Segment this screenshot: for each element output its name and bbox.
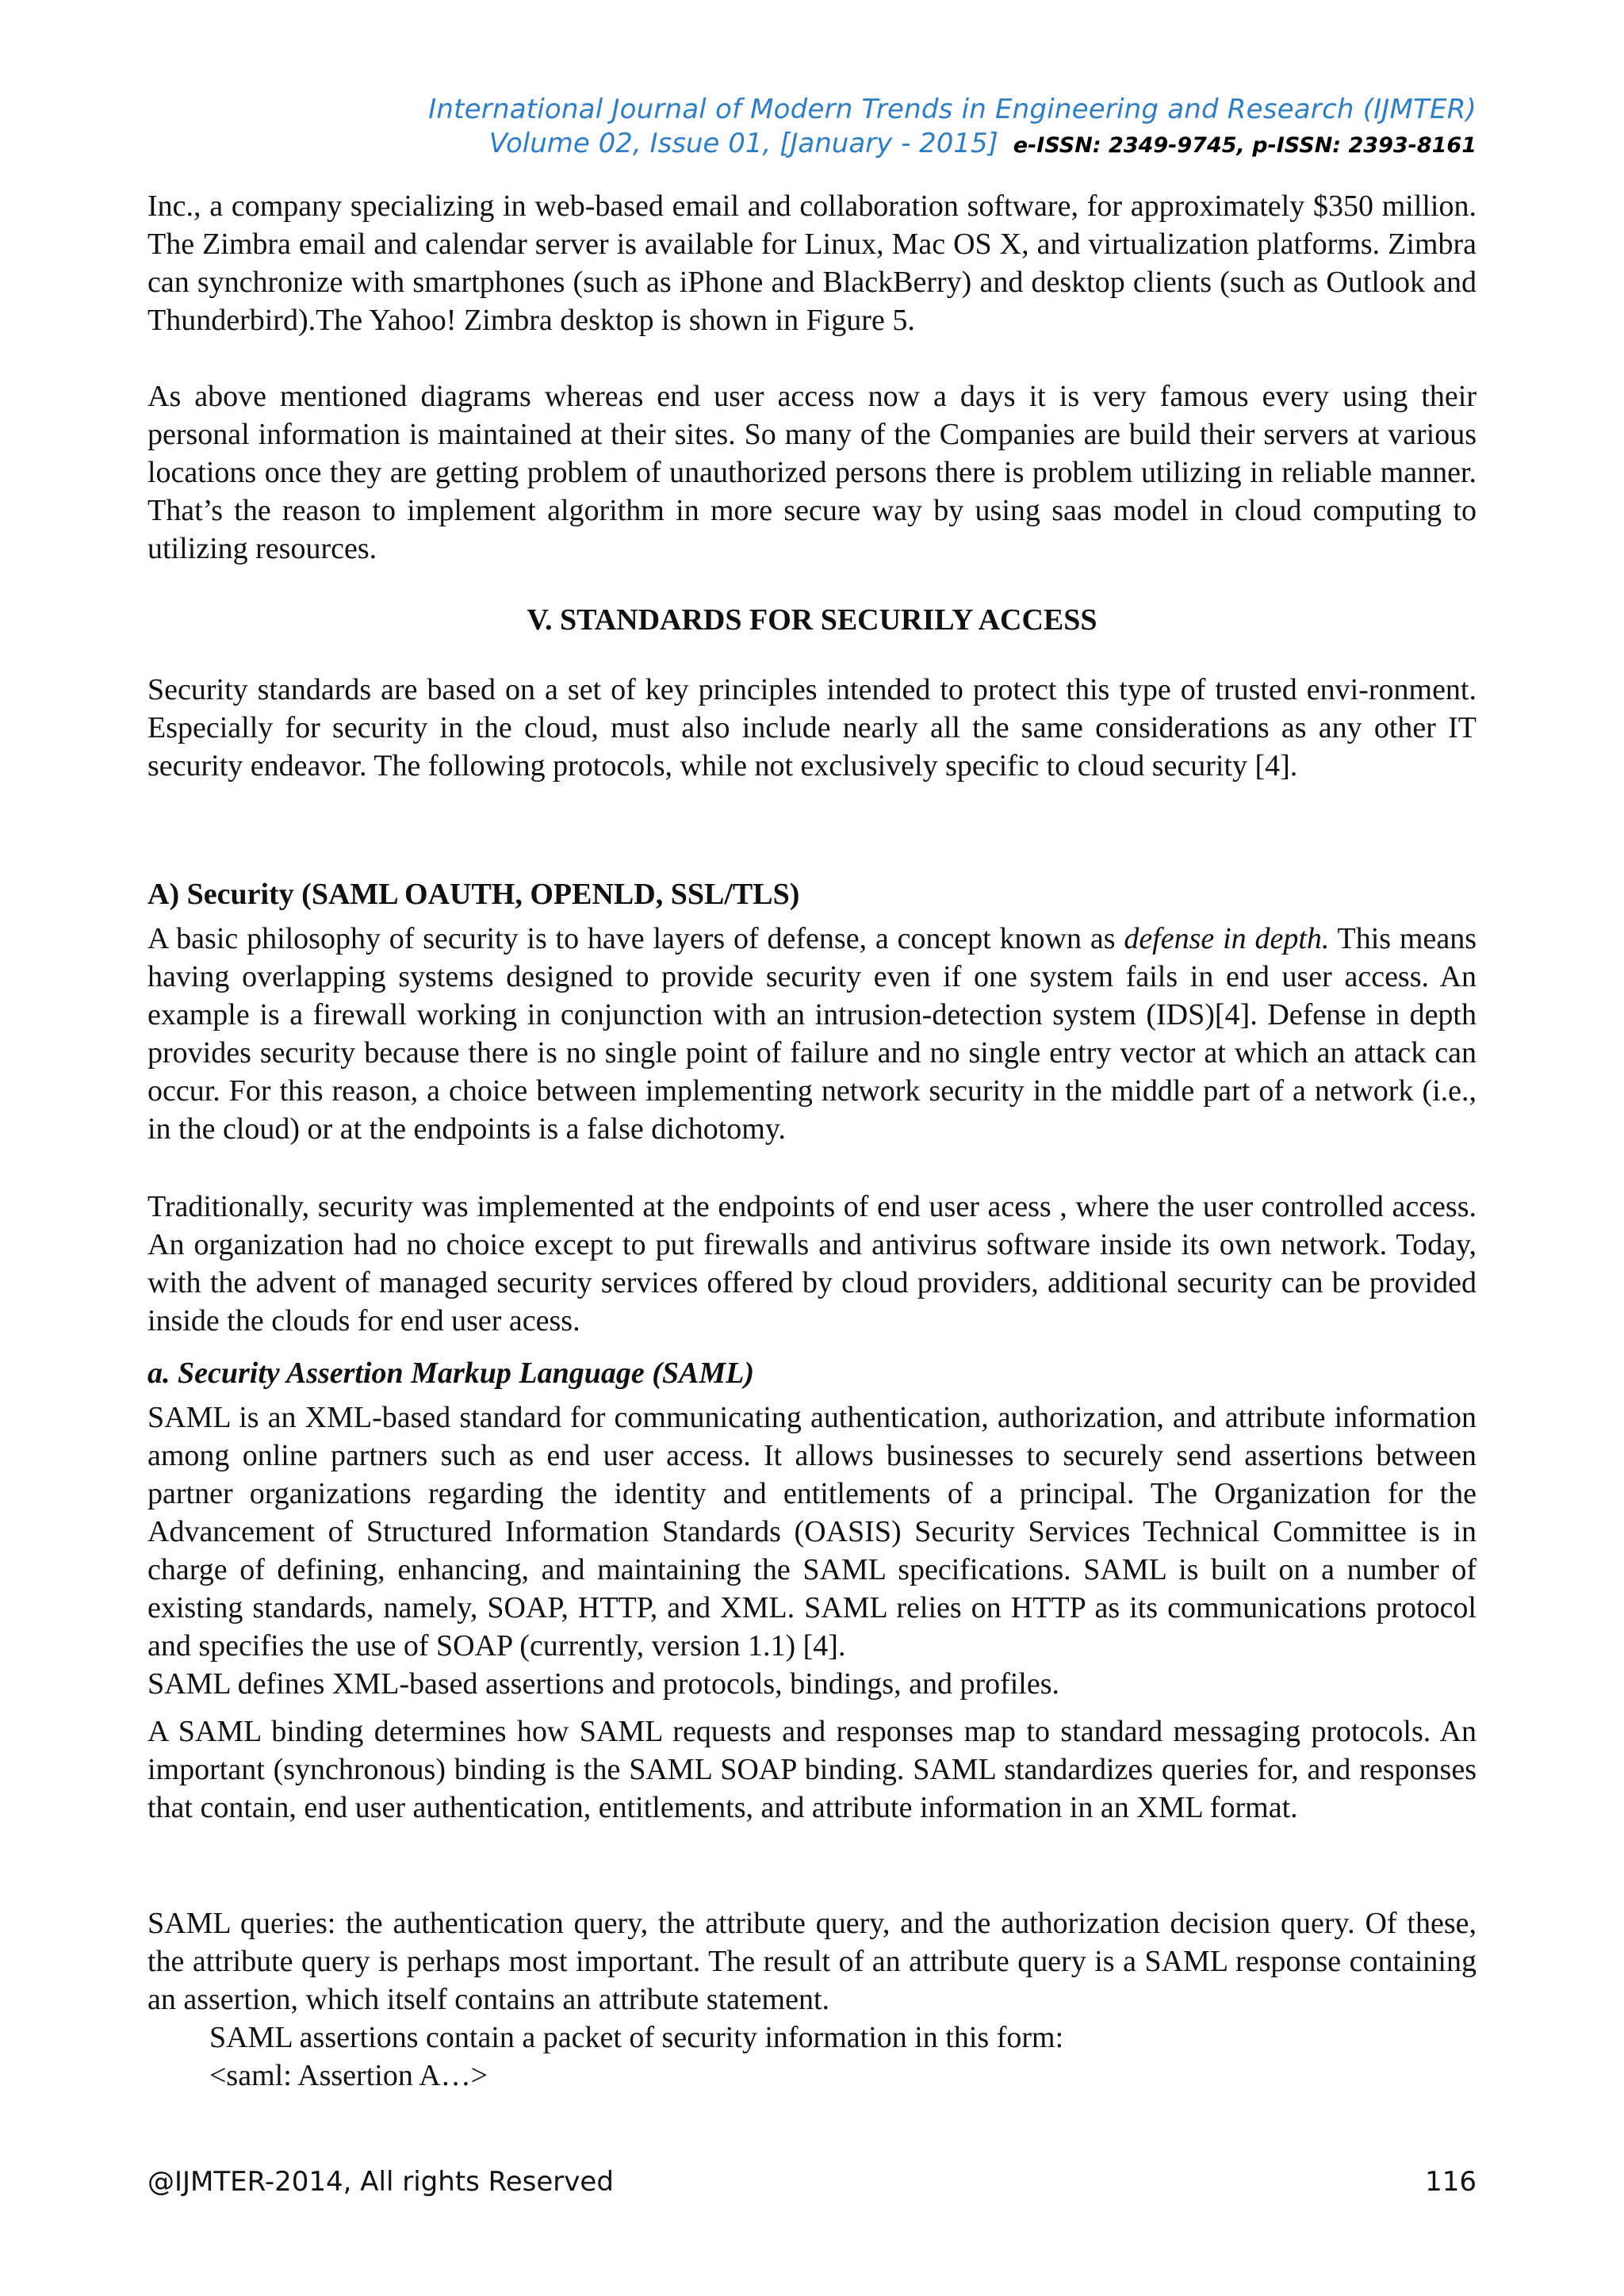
paragraph-end-user-access: As above mentioned diagrams whereas end user access now a days it is very famous every using their personal information is maintained at their sites. So many of the Companies are build their servers at various locations once they are getting problem of unauthorized persons there is problem utilizing in reliable manner. That’s the reason to implement algorithm in more secure way by using saas model in cloud computing to utilizing resources. bbox=[147, 380, 1477, 565]
paragraph-defense-in-depth: A basic philosophy of security is to have layers of defense, a concept known as defense in depth. This means having overlapping systems designed to provide security even if one system fails in end user access. An example is a firewall working in conjunction with an intrusion-detection system (IDS)[4]. Defense in depth provides security because there is no single point of failure and no single entry vector at which an attack can occur. For this reason, a choice between implementing network security in the middle part of a network (i.e., in the cloud) or at the endpoints is a false dichotomy. bbox=[147, 922, 1477, 1146]
defense-in-depth-term: defense in depth. bbox=[1124, 922, 1330, 955]
page-number: 116 bbox=[1425, 2166, 1477, 2198]
journal-header bbox=[428, 92, 1477, 163]
paragraph-security-standards: Security standards are based on a set of key principles intended to protect this type of trusted envi-ronment. Especially for security in the cloud, must also include nearly all the same considerations as any other IT security endeavor. The following protocols, while not exclusively specific to cloud security [4]. bbox=[147, 673, 1477, 783]
issn-numbers: e-ISSN: 2349-9745, p-ISSN: 2393-8161 bbox=[1013, 133, 1477, 158]
indented-line-saml-assertion: <saml: Assertion A…> bbox=[209, 2059, 488, 2092]
section-heading-standards: V. STANDARDS FOR SECURILY ACCESS bbox=[527, 603, 1097, 637]
paragraph-saml-definition: SAML is an XML-based standard for communicating authentication, authorization, and attribute information among online partners such as end user access. It allows businesses to securely send assertions between partner organizations regarding the identity and entitlements of a principal. The Organization for the Advancement of Structured Information Standards (OASIS) Security Services Technical Committee is in charge of defining, enhancing, and maintaining the SAML specifications. SAML is built on a number of existing standards, namely, SOAP, HTTP, and XML. SAML relies on HTTP as its communications protocol and specifies the use of SOAP (currently, version 1.1) [4]. bbox=[147, 1401, 1477, 1663]
paragraph-zimbra: Inc., a company specializing in web-based email and collaboration software, for approximately $350 million. The Zimbra email and calendar server is available for Linux, Mac OS X, and virtualization platforms. Zimbra can synchronize with smartphones (such as iPhone and BlackBerry) and desktop clients (such as Outlook and Thunderbird).The Yahoo! Zimbra desktop is shown in Figure 5. bbox=[147, 189, 1477, 337]
paragraph-saml-queries: SAML queries: the authentication query, the attribute query, and the authorization decision query. Of these, the attribute query is perhaps most important. The result of an attribute query is a SAML response containing an assertion, which itself contains an attribute statement. bbox=[147, 1907, 1477, 2016]
journal-title: International Journal of Modern Trends in Engineering and Research (IJMTER) bbox=[428, 94, 1477, 125]
copyright-notice: @IJMTER-2014, All rights Reserved bbox=[147, 2166, 614, 2198]
paragraph-traditionally: Traditionally, security was implemented at the endpoints of end user acess , where the user controlled access. An organization had no choice except to put firewalls and antivirus software inside its own network. Today, with the advent of managed security services offered by cloud providers, additional security can be provided inside the clouds for end user acess. bbox=[147, 1190, 1477, 1337]
subsubsection-heading-saml: a. Security Assertion Markup Language (SAML) bbox=[147, 1357, 755, 1390]
paragraph-saml-binding: A SAML binding determines how SAML requests and responses map to standard messaging protocols. An important (synchronous) binding is the SAML SOAP binding. SAML standardizes queries for, and responses that contain, end user authentication, entitlements, and attribute information in an XML format. bbox=[147, 1715, 1477, 1824]
volume-issue: Volume 02, Issue 01, [January - 2015] bbox=[488, 128, 998, 159]
subsection-heading-security: A) Security (SAML OAUTH, OPENLD, SSL/TLS) bbox=[147, 878, 800, 911]
paragraph-saml-defines: SAML defines XML-based assertions and protocols, bindings, and profiles. bbox=[147, 1667, 1060, 1701]
journal-volume-line bbox=[428, 127, 1477, 163]
indented-line-assertions: SAML assertions contain a packet of security information in this form: bbox=[209, 2021, 1064, 2054]
